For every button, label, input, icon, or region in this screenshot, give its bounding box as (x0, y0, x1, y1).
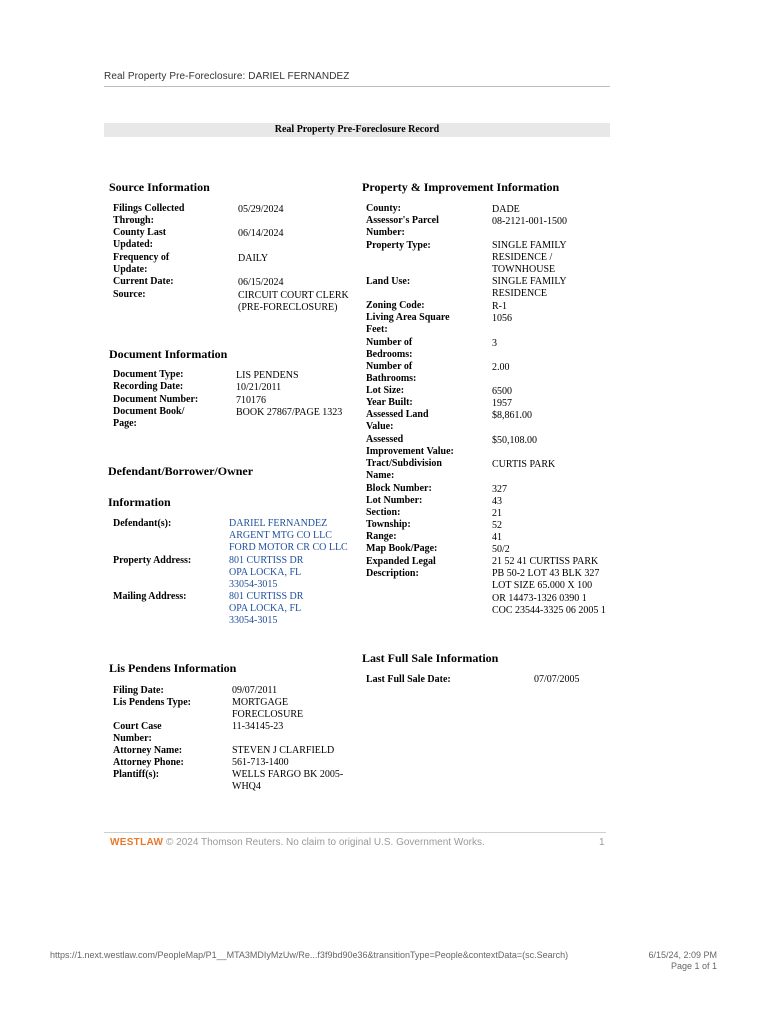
prop-value-year-built: 1957 (492, 398, 512, 409)
page-header-title: Real Property Pre-Foreclosure: DARIEL FERNANDEZ (104, 71, 350, 82)
prop-label-range: Range: (366, 531, 397, 542)
prop-label-lot-size: Lot Size: (366, 385, 405, 396)
footer-divider (104, 832, 606, 833)
source-label-current-date: Current Date: (113, 276, 174, 287)
prop-value-range: 41 (492, 532, 502, 543)
prop-value-county: DADE (492, 204, 520, 215)
doc-label-recording-date: Recording Date: (113, 381, 184, 392)
doc-label-type: Document Type: (113, 369, 184, 380)
sale-value-date: 07/07/2005 (534, 674, 580, 685)
doc-label-number: Document Number: (113, 394, 199, 405)
defendant-label-property-address: Property Address: (113, 555, 192, 566)
sale-label-date: Last Full Sale Date: (366, 674, 451, 685)
defendant-label-mailing-address: Mailing Address: (113, 591, 187, 602)
defendant-names-link[interactable]: DARIEL FERNANDEZ ARGENT MTG CO LLC FORD MOTOR CR CO LLC (229, 518, 348, 554)
lis-value-court-case: 11-34145-23 (232, 721, 284, 732)
doc-value-number: 710176 (236, 395, 266, 406)
lis-label-filing-date: Filing Date: (113, 685, 164, 696)
prop-value-lot-size: 6500 (492, 386, 512, 397)
doc-value-recording-date: 10/21/2011 (236, 382, 282, 393)
prop-label-land-use: Land Use: (366, 276, 411, 287)
lis-label-attorney-name: Attorney Name: (113, 745, 183, 756)
prop-value-bedrooms: 3 (492, 338, 497, 349)
lis-label-plaintiffs: Plantiff(s): (113, 769, 160, 780)
source-value-frequency: DAILY (238, 253, 269, 264)
lis-value-plaintiffs: WELLS FARGO BK 2005- WHQ4 (232, 769, 344, 793)
prop-value-living-area: 1056 (492, 313, 512, 324)
prop-value-lot-number: 43 (492, 496, 502, 507)
source-info-heading: Source Information (109, 180, 210, 194)
prop-label-map-book: Map Book/Page: (366, 543, 438, 554)
prop-label-bathrooms: Number of Bathrooms: (366, 361, 417, 384)
mailing-address-link[interactable]: 801 CURTISS DR OPA LOCKA, FL 33054-3015 (229, 591, 304, 627)
prop-label-assessed-improvement: Assessed Improvement Value: (366, 434, 454, 457)
prop-value-land-use: SINGLE FAMILY RESIDENCE (492, 276, 567, 300)
prop-value-block: 327 (492, 484, 507, 495)
record-banner: Real Property Pre-Foreclosure Record (104, 123, 610, 137)
prop-label-block: Block Number: (366, 483, 432, 494)
prop-label-lot-number: Lot Number: (366, 495, 423, 506)
prop-value-assessed-improvement: $50,108.00 (492, 435, 537, 446)
prop-value-parcel: 08-2121-001-1500 (492, 216, 567, 227)
prop-label-legal: Expanded Legal Description: (366, 556, 436, 579)
prop-label-county: County: (366, 203, 402, 214)
defendant-info-heading: Defendant/Borrower/Owner (108, 464, 254, 478)
lis-label-attorney-phone: Attorney Phone: (113, 757, 184, 768)
prop-value-type: SINGLE FAMILY RESIDENCE / TOWNHOUSE (492, 240, 567, 276)
source-value-source: CIRCUIT COURT CLERK (PRE-FORECLOSURE) (238, 290, 349, 314)
prop-label-subdivision: Tract/Subdivision Name: (366, 458, 442, 481)
lis-pendens-heading: Lis Pendens Information (109, 661, 237, 675)
property-info-heading: Property & Improvement Information (362, 180, 560, 194)
prop-label-parcel: Assessor's Parcel Number: (366, 215, 439, 238)
lis-value-attorney-phone: 561-713-1400 (232, 757, 289, 768)
prop-label-township: Township: (366, 519, 411, 530)
prop-label-section: Section: (366, 507, 401, 518)
source-label-county-updated: County Last Updated: (113, 227, 167, 250)
doc-value-book-page: BOOK 27867/PAGE 1323 (236, 407, 343, 418)
source-label-source: Source: (113, 289, 146, 300)
prop-value-bathrooms: 2.00 (492, 362, 510, 373)
header-divider (104, 86, 610, 87)
copyright-text: © 2024 Thomson Reuters. No claim to original U.S. Government Works. (166, 837, 485, 848)
prop-label-year-built: Year Built: (366, 397, 413, 408)
lis-label-court-case: Court Case Number: (113, 721, 162, 744)
source-value-county-updated: 06/14/2024 (238, 228, 284, 239)
source-label-frequency: Frequency of Update: (113, 252, 170, 275)
westlaw-logo: WESTLAW (110, 837, 164, 848)
print-datetime: 6/15/24, 2:09 PM (648, 950, 717, 960)
prop-label-bedrooms: Number of Bedrooms: (366, 337, 413, 360)
print-stamp (642, 950, 717, 972)
source-value-current-date: 06/15/2024 (238, 277, 284, 288)
prop-value-township: 52 (492, 520, 502, 531)
lis-value-attorney-name: STEVEN J CLARFIELD (232, 745, 335, 756)
prop-value-zoning: R-1 (492, 301, 507, 312)
property-address-link[interactable]: 801 CURTISS DR OPA LOCKA, FL 33054-3015 (229, 555, 304, 591)
prop-value-subdivision: CURTIS PARK (492, 459, 556, 470)
prop-label-type: Property Type: (366, 240, 431, 251)
defendant-label-names: Defendant(s): (113, 518, 172, 529)
doc-value-type: LIS PENDENS (236, 370, 299, 381)
source-label-filings: Filings Collected Through: (113, 203, 185, 226)
prop-value-section: 21 (492, 508, 502, 519)
page-number: 1 (599, 837, 605, 848)
prop-value-assessed-land: $8,861.00 (492, 410, 532, 421)
lis-value-filing-date: 09/07/2011 (232, 685, 278, 696)
prop-value-legal: 21 52 41 CURTISS PARK PB 50-2 LOT 43 BLK 327 LOT SIZE 65.000 X 100 OR 14473-1326 0390 1 COC 23544-3325 06 2005 1 (492, 556, 606, 616)
prop-label-zoning: Zoning Code: (366, 300, 425, 311)
print-page-info: Page 1 of 1 (670, 961, 717, 971)
lis-value-type: MORTGAGE FORECLOSURE (232, 697, 304, 721)
lis-label-type: Lis Pendens Type: (113, 697, 191, 708)
prop-label-assessed-land: Assessed Land Value: (366, 409, 429, 432)
prop-value-map-book: 50/2 (492, 544, 510, 555)
source-value-filings: 05/29/2024 (238, 204, 284, 215)
defendant-info-heading-cont: Information (108, 495, 171, 509)
print-url: https://1.next.westlaw.com/PeopleMap/P1__MTA3MDIyMzUw/Re...f3f9bd90e36&transitionType=People&contextData=(sc.Search) (50, 950, 569, 960)
doc-label-book-page: Document Book/ Page: (113, 406, 185, 429)
prop-label-living-area: Living Area Square Feet: (366, 312, 450, 335)
document-info-heading: Document Information (109, 347, 228, 361)
last-sale-heading: Last Full Sale Information (362, 651, 499, 665)
